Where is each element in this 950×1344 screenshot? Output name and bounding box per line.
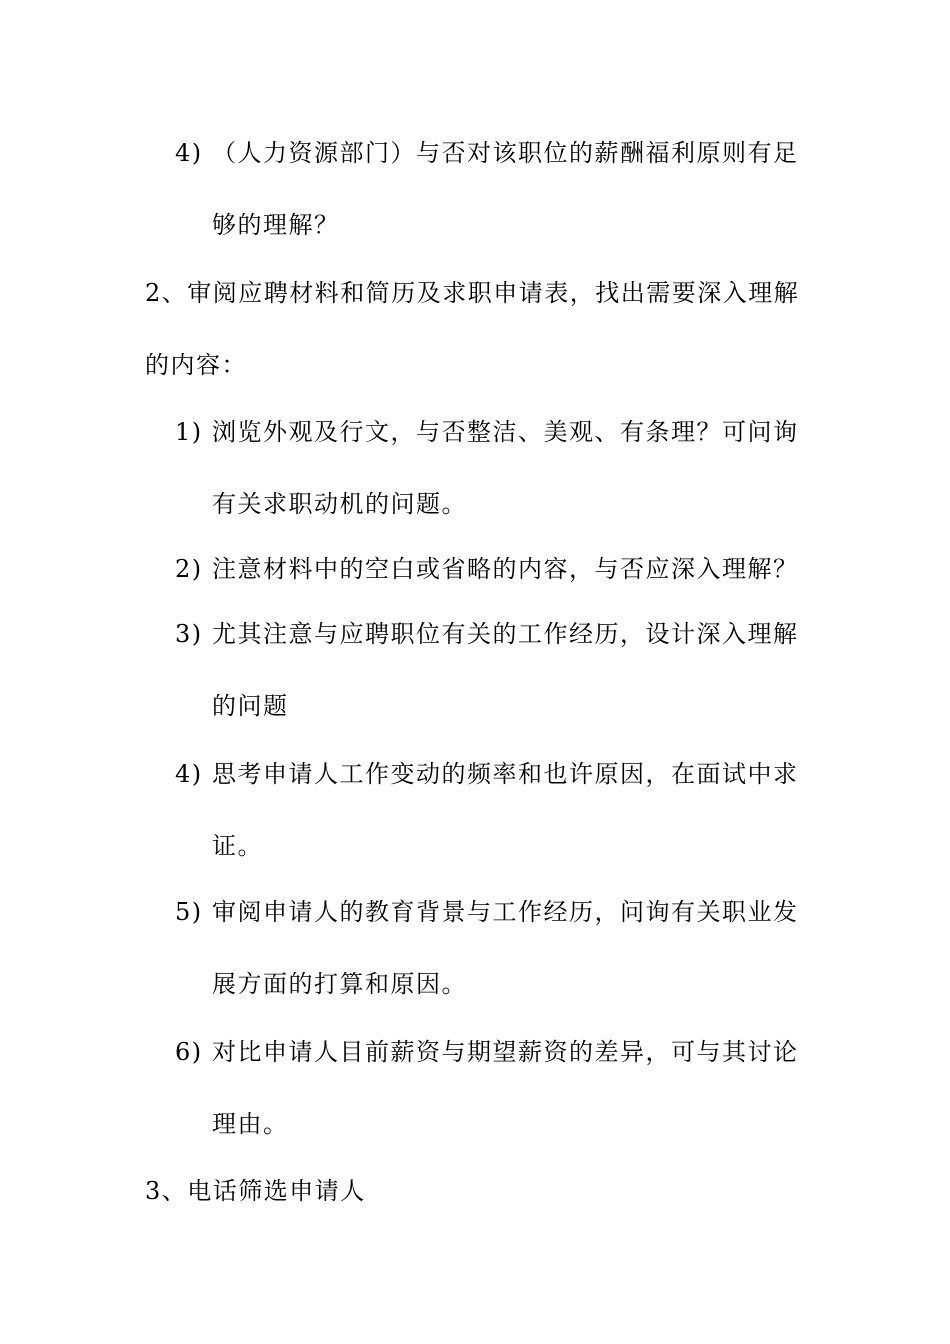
- list-item-text: （人力资源部门）与否对该职位的薪酬福利原则有足: [212, 139, 799, 167]
- list-item-continuation: 展方面的打算和原因。: [212, 970, 467, 998]
- list-number: 4): [175, 760, 203, 788]
- list-number: 2): [175, 555, 203, 583]
- list-item-text: 思考申请人工作变动的频率和也许原因，在面试中求: [212, 760, 799, 788]
- list-item-text: 浏览外观及行文，与否整洁、美观、有条理？可问询: [212, 418, 799, 446]
- list-number: 5): [175, 898, 203, 926]
- list-number: 4): [175, 139, 203, 167]
- section-heading-continuation: 的内容：: [145, 351, 247, 379]
- list-item-text: 审阅申请人的教育背景与工作经历，问询有关职业发: [212, 898, 799, 926]
- list-number: 6): [175, 1038, 203, 1066]
- list-number: 1): [175, 418, 203, 446]
- list-number: 3): [175, 620, 203, 648]
- section-heading: 2、审阅应聘材料和简历及求职申请表，找出需要深入理解: [145, 279, 800, 307]
- list-item-text: 注意材料中的空白或省略的内容，与否应深入理解？: [212, 555, 799, 583]
- list-item-continuation: 的问题: [212, 692, 289, 720]
- list-item-continuation: 证。: [212, 832, 263, 860]
- section-heading: 3、电话筛选申请人: [145, 1177, 366, 1205]
- list-item-continuation: 有关求职动机的问题。: [212, 490, 467, 518]
- list-item-continuation: 够的理解？: [212, 211, 340, 239]
- list-item-text: 对比申请人目前薪资与期望薪资的差异，可与其讨论: [212, 1038, 799, 1066]
- list-item-text: 尤其注意与应聘职位有关的工作经历，设计深入理解: [212, 620, 799, 648]
- list-item-continuation: 理由。: [212, 1110, 289, 1138]
